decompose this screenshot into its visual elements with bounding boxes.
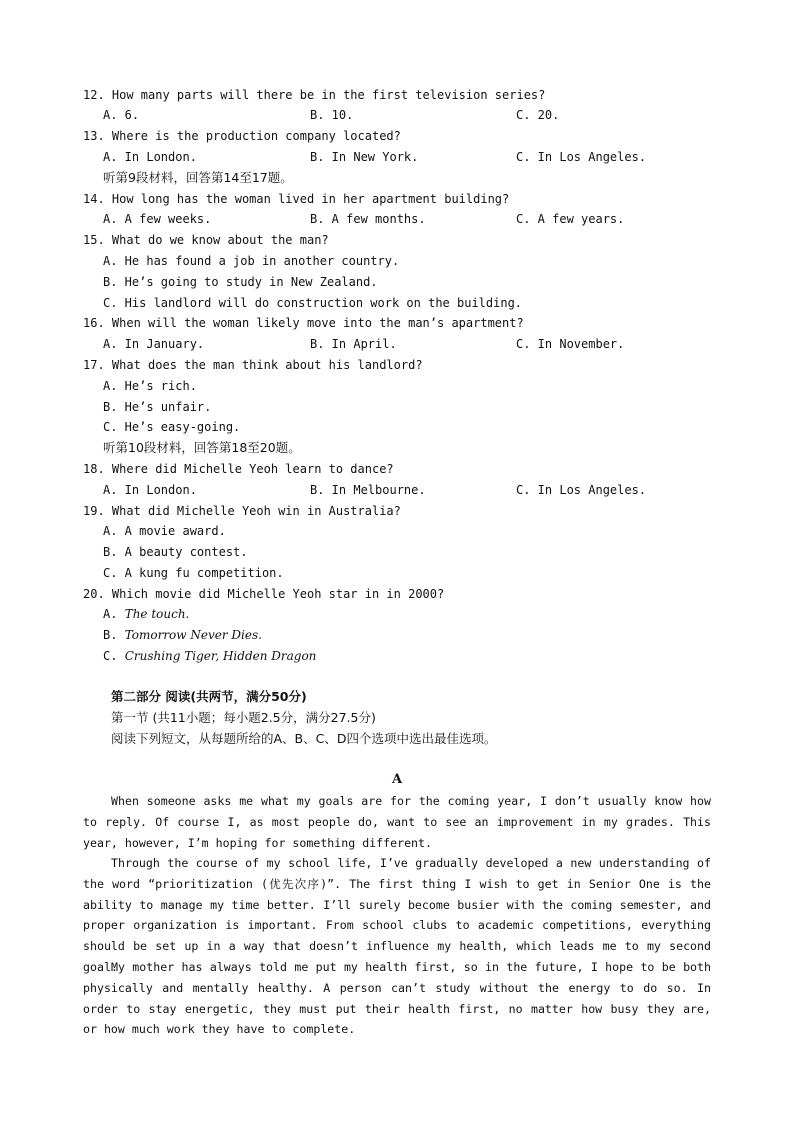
question-18-option-b: B. In Melbourne. bbox=[310, 483, 426, 497]
question-17-option-a: A. He’s rich. bbox=[103, 379, 197, 393]
section-9-instruction: 听第9段材料，回答第14至17题。 bbox=[103, 170, 293, 185]
question-14-option-b: B. A few months. bbox=[310, 212, 426, 226]
question-20-option-a bbox=[103, 607, 189, 621]
section-one-heading: 第一节 (共11小题；每小题2.5分，满分27.5分) bbox=[111, 710, 376, 725]
question-14-option-c: C. A few years. bbox=[516, 212, 625, 226]
passage-title: A bbox=[391, 772, 403, 787]
question-16-option-b: B. In April. bbox=[310, 337, 397, 351]
passage-paragraph-2: Through the course of my school life, I’ve gradually developed a new understanding of the word “prioritization (优先次序)”. The first thing I wish to get in Senior One is the ability to manage my time better. I’ll surely become busier with the coming semester, and proper organization is important. From school clubs to academic competitions, everything should be set up in a way that doesn’t influence my health, which leads me to my second goal. bbox=[83, 856, 711, 974]
question-15-option-a: A. He has found a job in another country. bbox=[103, 254, 400, 268]
question-19-option-c: C. A kung fu competition. bbox=[103, 566, 284, 580]
option-text: Tomorrow Never Dies. bbox=[124, 628, 262, 642]
question-18-stem: 18. Where did Michelle Yeoh learn to dance? bbox=[83, 462, 394, 476]
question-14-stem: 14. How long has the woman lived in her apartment building? bbox=[83, 192, 510, 206]
question-18-option-a: A. In London. bbox=[103, 483, 197, 497]
question-18-option-c: C. In Los Angeles. bbox=[516, 483, 647, 497]
question-19-option-b: B. A beauty contest. bbox=[103, 545, 248, 559]
question-15-option-c: C. His landlord will do construction work on the building. bbox=[103, 296, 523, 310]
question-13-option-b: B. In New York. bbox=[310, 150, 419, 164]
section-10-instruction: 听第10段材料，回答第18至20题。 bbox=[103, 440, 301, 455]
question-15-stem: 15. What do we know about the man? bbox=[83, 233, 329, 247]
question-17-option-c: C. He’s easy-going. bbox=[103, 420, 241, 434]
question-12-stem: 12. How many parts will there be in the first television series? bbox=[83, 88, 546, 102]
reading-instruction: 阅读下列短文，从每题所给的A、B、C、D四个选项中选出最佳选项。 bbox=[111, 731, 497, 746]
question-20-option-c bbox=[103, 649, 316, 663]
option-letter: B. bbox=[103, 628, 118, 642]
question-15-option-b: B. He’s going to study in New Zealand. bbox=[103, 275, 378, 289]
question-16-option-c: C. In November. bbox=[516, 337, 625, 351]
option-letter: A. bbox=[103, 607, 118, 621]
question-17-stem: 17. What does the man think about his landlord? bbox=[83, 358, 423, 372]
part-two-heading: 第二部分 阅读(共两节，满分50分) bbox=[111, 689, 307, 704]
question-20-stem: 20. Which movie did Michelle Yeoh star in in 2000? bbox=[83, 587, 445, 601]
question-13-option-c: C. In Los Angeles. bbox=[516, 150, 647, 164]
passage-paragraph-1: When someone asks me what my goals are for the coming year, I don’t usually know how to reply. Of course I, as most people do, want to see an improvement in my grades. This year, however, I’m hoping for something different. bbox=[83, 794, 711, 850]
question-16-stem: 16. When will the woman likely move into the man’s apartment? bbox=[83, 316, 524, 330]
question-20-option-b bbox=[103, 628, 262, 642]
question-13-stem: 13. Where is the production company located? bbox=[83, 129, 401, 143]
question-19-option-a: A. A movie award. bbox=[103, 524, 226, 538]
question-12-option-b: B. 10. bbox=[310, 108, 354, 122]
question-16-option-a: A. In January. bbox=[103, 337, 205, 351]
question-12-option-c: C. 20. bbox=[516, 108, 560, 122]
option-text: Crushing Tiger, Hidden Dragon bbox=[124, 649, 317, 663]
question-12-option-a: A. 6. bbox=[103, 108, 140, 122]
question-14-option-a: A. A few weeks. bbox=[103, 212, 212, 226]
passage-paragraph-3: My mother has always told me put my health first, so in the future, I hope to be both physically and mentally healthy. A person can’t study without the energy to do so. In order to stay energetic, they must put their health first, no matter how busy they are, or how much work they have to complete. bbox=[83, 960, 711, 1037]
question-13-option-a: A. In London. bbox=[103, 150, 197, 164]
question-19-stem: 19. What did Michelle Yeoh win in Australia? bbox=[83, 504, 401, 518]
option-text: The touch. bbox=[124, 607, 190, 621]
question-17-option-b: B. He’s unfair. bbox=[103, 400, 212, 414]
option-letter: C. bbox=[103, 649, 118, 663]
